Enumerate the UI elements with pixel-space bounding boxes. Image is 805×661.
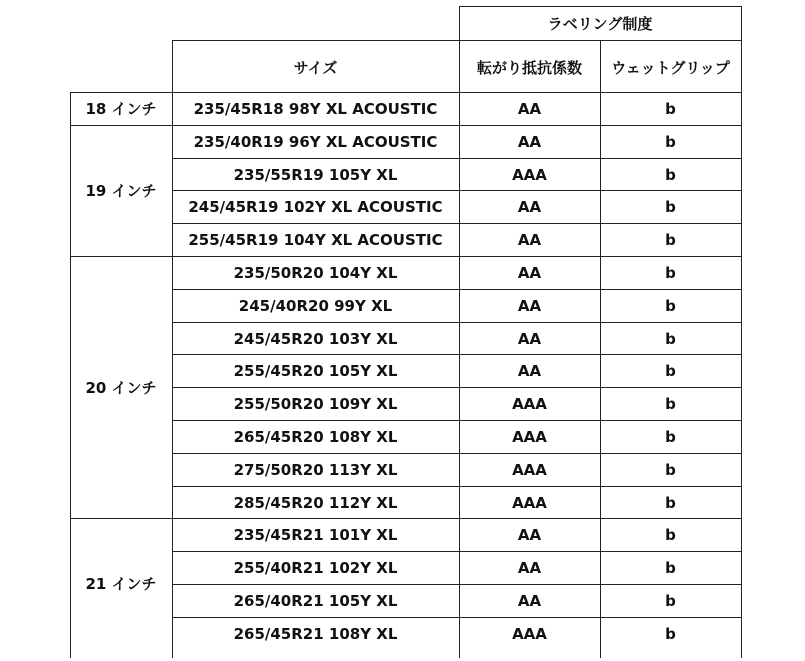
header-mid-border: [172, 40, 741, 41]
rolling-resistance-cell: AA: [517, 231, 542, 250]
wet-grip-cell: b: [665, 460, 676, 479]
wet-grip-cell: b: [665, 526, 676, 545]
tire-size-cell: 245/45R19 102Y XL ACOUSTIC: [188, 198, 443, 217]
row-separator: [172, 158, 741, 159]
wet-grip-cell: b: [665, 165, 676, 184]
rolling-resistance-cell: AAA: [512, 428, 547, 446]
row-separator: [172, 322, 741, 323]
wet-grip-cell: b: [665, 198, 676, 217]
tire-size-cell: 255/45R20 105Y XL: [233, 362, 398, 381]
rolling-resistance-cell: AA: [517, 592, 542, 610]
tire-size-cell: 255/45R19 104Y XL ACOUSTIC: [188, 231, 443, 250]
tire-size-cell: 235/40R19 96Y XL ACOUSTIC: [193, 132, 438, 151]
wet-grip-cell: b: [665, 592, 676, 610]
wet-grip-cell: b: [665, 329, 676, 348]
row-separator: [172, 617, 741, 618]
rolling-resistance-cell: AAA: [512, 624, 547, 643]
row-separator: [172, 223, 741, 224]
row-separator: [172, 420, 741, 421]
wet-grip-cell: b: [665, 493, 676, 512]
tire-size-cell: 235/55R19 105Y XL: [233, 165, 398, 184]
wet-grip-cell: b: [665, 624, 676, 643]
inch-group-label: 19 インチ: [85, 181, 157, 200]
rolling-resistance-cell: AA: [517, 526, 542, 545]
wet-grip-cell: b: [665, 428, 676, 446]
rolling-resistance-cell: AA: [517, 132, 542, 151]
tire-size-cell: 235/45R18 98Y XL ACOUSTIC: [193, 100, 438, 118]
wet-grip-cell: b: [665, 296, 676, 315]
inch-group-label: 20 インチ: [85, 378, 157, 397]
rolling-resistance-cell: AA: [517, 264, 542, 282]
rolling-resistance-cell: AA: [517, 329, 542, 348]
wet-grip-cell: b: [665, 231, 676, 250]
wet-grip-cell: b: [665, 132, 676, 151]
rolling-resistance-cell: AAA: [512, 460, 547, 479]
row-separator: [172, 551, 741, 552]
wet-grip-column-header: ウェットグリップ: [611, 59, 730, 77]
tire-size-cell: 255/40R21 102Y XL: [233, 559, 398, 578]
rolling-resistance-column-header: 転がり抵抗係数: [476, 59, 582, 77]
inch-group-label: 21 インチ: [85, 575, 157, 594]
rolling-resistance-cell: AAA: [512, 395, 547, 414]
header-top-border: [459, 6, 741, 7]
rolling-resistance-cell: AA: [517, 559, 542, 578]
row-separator: [172, 453, 741, 454]
wet-grip-cell: b: [665, 264, 676, 282]
table-right-border: [741, 6, 742, 658]
wet-grip-cell: b: [665, 362, 676, 381]
row-separator: [172, 354, 741, 355]
tire-size-cell: 285/45R20 112Y XL: [233, 493, 398, 512]
inch-group-label: 18 インチ: [85, 99, 157, 118]
size-column-header: サイズ: [293, 59, 338, 77]
tire-size-cell: 245/40R20 99Y XL: [238, 296, 393, 315]
rolling-resistance-cell: AA: [517, 362, 542, 381]
rolling-resistance-cell: AAA: [512, 165, 547, 184]
tire-size-cell: 255/50R20 109Y XL: [233, 395, 398, 414]
rolling-resistance-cell: AA: [517, 198, 542, 217]
labeling-system-header: ラベリング制度: [547, 15, 653, 33]
wet-grip-cell: b: [665, 559, 676, 578]
row-separator: [172, 190, 741, 191]
row-separator: [172, 486, 741, 487]
row-separator: [172, 289, 741, 290]
tire-size-cell: 265/45R20 108Y XL: [233, 428, 398, 446]
wet-grip-cell: b: [665, 100, 676, 118]
tire-size-cell: 265/45R21 108Y XL: [233, 624, 398, 643]
tire-size-cell: 235/45R21 101Y XL: [233, 526, 398, 545]
rolling-resistance-cell: AA: [517, 296, 542, 315]
tire-size-cell: 265/40R21 105Y XL: [233, 592, 398, 610]
rolling-resistance-cell: AAA: [512, 493, 547, 512]
tire-size-cell: 235/50R20 104Y XL: [233, 264, 398, 282]
tire-size-cell: 275/50R20 113Y XL: [233, 460, 398, 479]
row-separator: [172, 387, 741, 388]
rolling-resistance-cell: AA: [517, 100, 542, 118]
tire-size-cell: 245/45R20 103Y XL: [233, 329, 398, 348]
wet-grip-cell: b: [665, 395, 676, 414]
row-separator: [172, 584, 741, 585]
